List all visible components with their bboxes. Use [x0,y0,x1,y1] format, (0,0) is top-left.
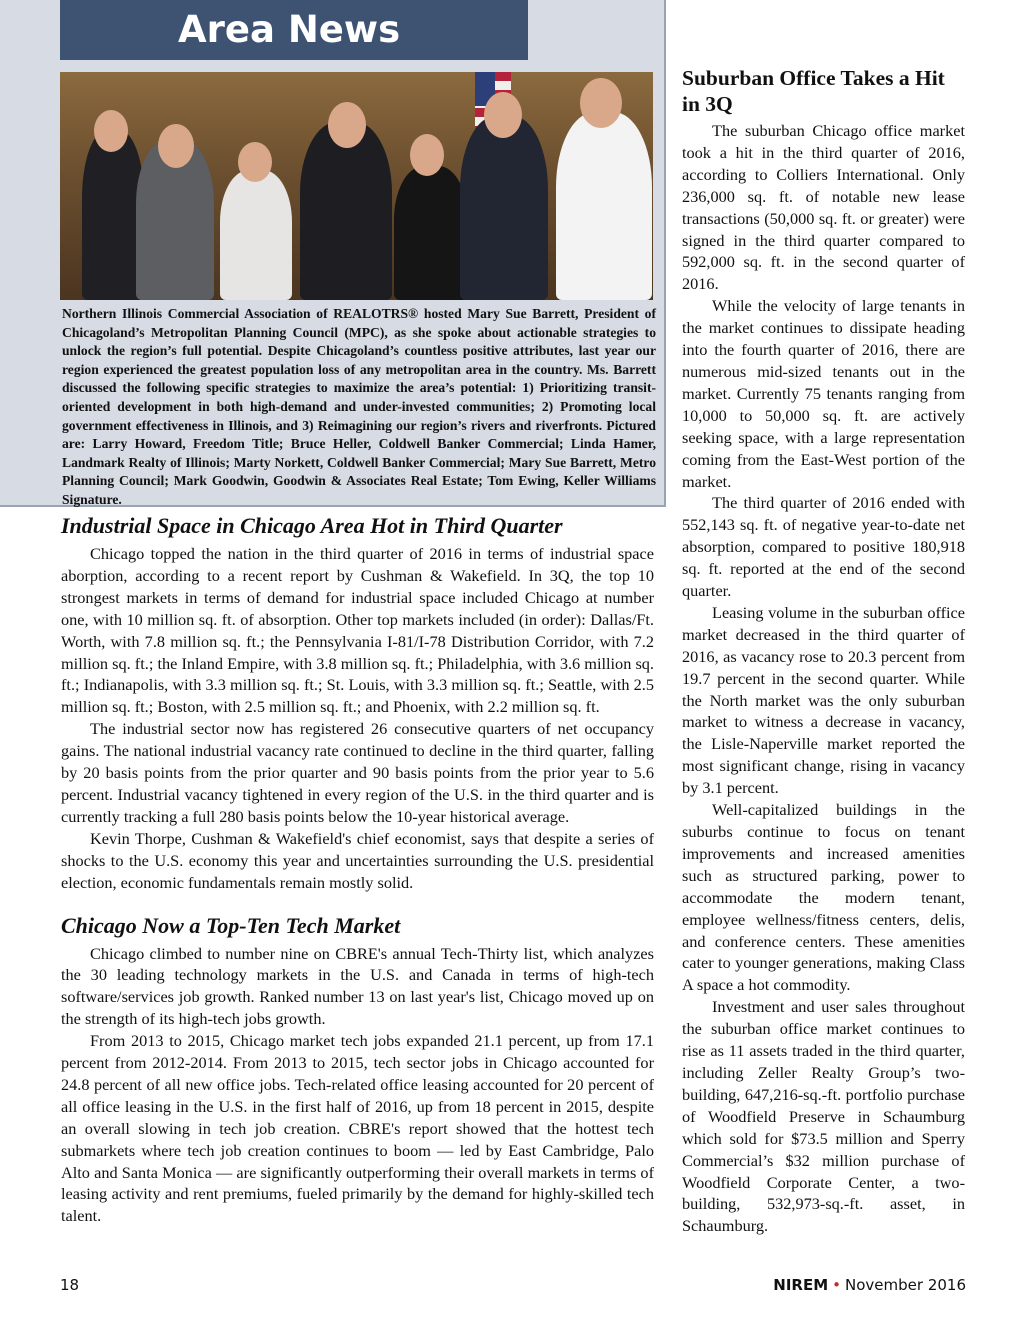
person-head [328,102,366,148]
person-head [158,124,194,168]
article-paragraph: While the velocity of large tenants in the market continues to dissipate heading into the fourth quarter of 2016, there are numerous mid-sized tenants out in the market. Currently 75 tenants ranging from 10,000 to 50,000 sq. ft. are actively seeking space, with a large representation coming from the East-West portion of the market. [682,296,965,491]
article-paragraph: Chicago climbed to number nine on CBRE's annual Tech-Thirty list, which analyzes the 30 leading technology markets in the U.S. and Canada in terms of high-tech software/services job growth. Ranked number 13 on last year's list, Chicago moved up on the strength of its high-tech jobs growth. [61,943,654,1029]
publication-name: NIREM [773,1276,829,1294]
article-paragraph: Leasing volume in the suburban office market decreased in the third quarter of 2016, as vacancy rose to 20.3 percent from 19.7 percent in the second quarter. While the North market was the only suburban market to witness a decrease in vacancy, the Lisle-Naperville market reported the most significant change, rising in vacancy by 3.1 percent. [682,602,965,798]
person-head [94,110,128,152]
person-figure [300,122,392,300]
spacer [61,894,654,912]
tech-article-title: Chicago Now a Top-Ten Tech Market [61,912,401,938]
person-figure [394,166,468,300]
article-paragraph: Kevin Thorpe, Cushman & Wakefield's chief economist, says that despite a series of shocks to the U.S. economy this year and uncertainties surrounding the U.S. presidential election, economic fundamentals remain mostly solid. [61,828,654,892]
group-photo [60,72,653,300]
article-paragraph: The industrial sector now has registered 26 consecutive quarters of net occupancy gains. The national industrial vacancy rate continued to decline in the third quarter, falling by 20 basis points from the prior quarter and 90 basis points from the prior year to 5.6 percent. Industrial vacancy tightened in every region of the U.S. in the third quarter and is currently tracking a full 280 basis points below the 10-year historical average. [61,719,654,826]
page-number: 18 [60,1276,80,1294]
article-paragraph: From 2013 to 2015, Chicago market tech jobs expanded 21.1 percent, up from 17.1 percent from 2012-2014. From 2013 to 2015, tech sector jobs in Chicago accounted for 24.8 percent of all new office jobs. Tech-related office leasing accounted for 20 percent of all office leasing in the U.S. in the first half of 2016, up from 18 percent in 2015, despite an overall slowing in tech job creation. CBRE's report showed that the hottest tech submarkets where tech job creation continues to boom — led by East Cambridge, Palo Alto and Santa Monica — are significantly outperforming their overall markets in terms of leasing activity and rent premiums, fueled primarily by the demand for highly-skilled tech talent. [61,1031,654,1226]
article-paragraph: The suburban Chicago office market took a hit in the third quarter of 2016, according to Colliers International. Only 236,000 sq. ft. of notable new lease transactions (50,000 sq. ft. or greater) were signed in the third quarter compared to 592,000 sq. ft. in the second quarter of 2016. [682,121,965,294]
person-figure [460,116,548,300]
section-banner [60,0,528,60]
person-head [580,78,622,128]
bullet-icon: • [832,1276,842,1294]
person-figure [82,130,144,300]
footer-publication [773,1276,966,1294]
industrial-article-title: Industrial Space in Chicago Area Hot in Third Quarter [61,513,563,538]
article-paragraph: Well-capitalized buildings in the suburbs continue to focus on tenant improvements and increased amenities such as structured parking, power to accommodate the modern tenant, employee wellness/fitness centers, delis, and conference centers. These amenities cater to younger generations, making Class A space a hot commodity. [682,800,965,995]
person-figure [220,170,292,300]
issue-date: November 2016 [845,1276,966,1294]
suburban-article-title: Suburban Office Takes a Hit in 3Q [682,66,945,116]
article-paragraph: Chicago topped the nation in the third quarter of 2016 in terms of industrial space aborption, according to a recent report by Cushman & Wakefield. In 3Q, the top 10 strongest markets in terms of demand for industrial space included Chicago at number one, with 10 million sq. ft. of absorption. Other top markets included (in order): Dallas/Ft. Worth, with 7.8 million sq. ft.; the Pennsylvania I-81/I-78 Distribution Corridor, with 7.2 million sq. ft.; the Inland Empire, with 3.8 million sq. ft.; Philadelphia, with 3.6 million sq. ft.; Indianapolis, with 3.3 million sq. ft.; St. Louis, with 3.3 million sq. ft.; Seattle, with 2.5 million sq. ft.; Boston, with 2.5 million sq. ft.; and Phoenix, with 2.2 million sq. ft. [61,544,654,717]
person-head [484,92,522,138]
section-title: Area News [178,8,401,51]
article-paragraph: Investment and user sales throughout the suburban office market continues to rise as 11 assets traded in the third quarter, including Zeller Realty Group’s two-building, 647,216-sq.-ft. portfolio purchase of Woodfield Preserve in Schaumburg which sold for $73.5 million and Sperry Commercial’s $32 million purchase of Woodfield Corporate Center, a two-building, 532,973-sq.-ft. asset, in Schaumburg. [682,997,965,1236]
left-column [61,512,654,1227]
person-figure [556,112,652,300]
photo-caption: Northern Illinois Commercial Association of REALOTRS® hosted Mary Sue Barrett, President of Chicagoland’s Metropolitan Planning Council (MPC), as she spoke about actionable strategies to unlock the region’s full potential. Despite Chicagoland’s countless positive attributes, last year our region experienced the greatest population loss of any metropolitan area in the country. Ms. Barrett discussed the following specific strategies to maximize the area’s potential: 1) Prioritizing transit-oriented development in both high-demand and under-invested communities; 2) Promoting local government effectiveness in Illinois, and 3) Reimagining our region’s rivers and riverfronts. Pictured are: Larry Howard, Freedom Title; Bruce Heller, Coldwell Banker Commercial; Linda Hamer, Landmark Realty of Illinois; Marty Norkett, Coldwell Banker Commercial; Mary Sue Barrett, Metro Planning Council; Mark Goodwin, Goodwin & Associates Real Estate; Tom Ewing, Keller Williams Signature. [62,306,656,507]
person-head [410,134,444,176]
right-column [682,65,965,1237]
person-head [238,142,272,182]
article-paragraph: The third quarter of 2016 ended with 552,143 sq. ft. of negative year-to-date net absorption, compared to positive 180,918 sq. ft. reported at the end of the second quarter. [682,493,965,601]
